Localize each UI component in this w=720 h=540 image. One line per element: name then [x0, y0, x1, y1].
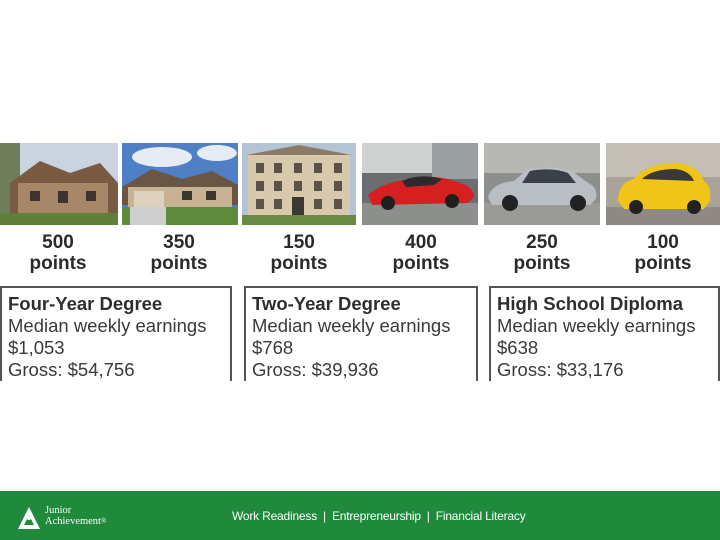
degree-title: High School Diploma — [497, 293, 684, 314]
gross-earnings: Gross: $39,936 — [252, 359, 379, 380]
degree-title: Two-Year Degree — [252, 293, 401, 314]
ranch-house-photo — [122, 143, 238, 225]
points-unit: points — [634, 253, 692, 274]
degree-box — [0, 286, 232, 381]
tagline-separator: | — [426, 509, 430, 523]
option-points — [361, 232, 481, 274]
large-house-photo — [0, 143, 118, 225]
logo-line1: Junior — [45, 505, 72, 516]
silver-sedan-photo — [484, 143, 600, 225]
option-points — [239, 232, 359, 274]
ja-logo-icon — [18, 507, 40, 529]
weekly-earnings: $1,053 — [8, 337, 65, 358]
photo-row — [0, 143, 720, 225]
points-value: 500 — [42, 232, 74, 253]
tagline-separator: | — [323, 509, 326, 523]
earnings-label: Median weekly earnings — [497, 315, 696, 336]
points-unit: points — [29, 253, 87, 274]
earnings-label: Median weekly earnings — [8, 315, 207, 336]
logo-line2: Achievement® — [45, 516, 107, 527]
gross-earnings: Gross: $33,176 — [497, 359, 624, 380]
red-sports-car-photo — [362, 143, 478, 225]
gross-earnings: Gross: $54,756 — [8, 359, 135, 380]
weekly-earnings: $638 — [497, 337, 539, 358]
points-unit: points — [270, 253, 328, 274]
junior-achievement-logo — [18, 505, 128, 531]
degree-title: Four-Year Degree — [8, 293, 163, 314]
yellow-small-car-photo — [606, 143, 720, 225]
points-unit: points — [150, 253, 208, 274]
points-value: 400 — [405, 232, 437, 253]
points-value: 100 — [647, 232, 679, 253]
points-value: 150 — [283, 232, 315, 253]
degree-box — [244, 286, 478, 381]
logo-wordmark — [45, 505, 106, 527]
footer-bar — [0, 491, 720, 540]
points-unit: points — [392, 253, 450, 274]
tagline-financial-literacy: Financial Literacy — [435, 509, 526, 523]
degree-box — [489, 286, 720, 381]
registered-mark: ® — [100, 517, 107, 525]
points-unit: points — [513, 253, 571, 274]
points-value: 250 — [526, 232, 558, 253]
points-value: 350 — [163, 232, 195, 253]
option-points — [0, 232, 118, 274]
tagline-entrepreneurship: Entrepreneurship — [331, 509, 421, 523]
option-points — [482, 232, 602, 274]
points-row — [0, 232, 720, 274]
weekly-earnings: $768 — [252, 337, 294, 358]
footer-tagline — [232, 509, 526, 523]
earnings-label: Median weekly earnings — [252, 315, 451, 336]
apartment-building-photo — [242, 143, 356, 225]
tagline-work-readiness: Work Readiness — [232, 509, 318, 523]
option-points — [119, 232, 239, 274]
option-points — [603, 232, 720, 274]
